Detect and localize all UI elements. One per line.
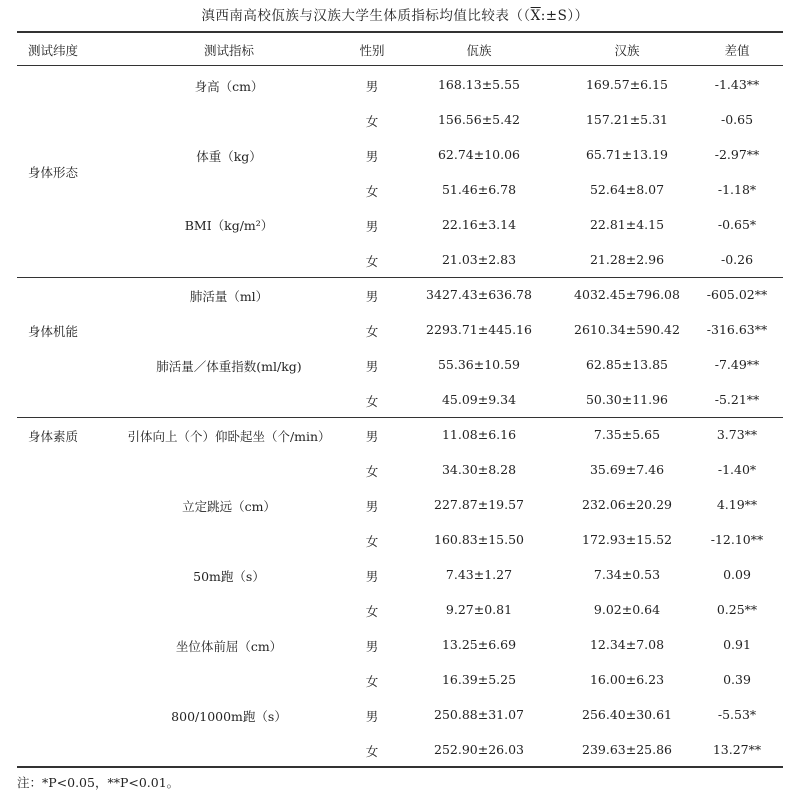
wa-value: 62.74±10.06 <box>437 147 521 162</box>
sex-cell: 女 <box>365 674 379 689</box>
diff-value: -2.97** <box>714 147 760 162</box>
diff-value: 0.09 <box>723 567 751 582</box>
dimension-label: 身体素质 <box>28 429 79 444</box>
han-value: 239.63±25.86 <box>582 742 672 757</box>
indicator-label: 体重（kg） <box>196 149 262 164</box>
header-sex: 性别 <box>359 43 385 58</box>
sex-cell: 男 <box>365 569 379 584</box>
han-value: 256.40±30.61 <box>582 707 672 722</box>
diff-value: 0.39 <box>723 672 751 687</box>
section-rule-2 <box>17 417 783 418</box>
title-suffix: :±S）） <box>540 8 589 24</box>
header-dimension: 测试纬度 <box>28 43 79 58</box>
diff-value: -1.43** <box>714 77 760 92</box>
sex-cell: 女 <box>365 254 379 269</box>
han-value: 172.93±15.52 <box>582 532 672 547</box>
diff-value: 0.25** <box>716 602 758 617</box>
han-value: 7.35±5.65 <box>593 427 661 442</box>
indicator-label: 身高（cm） <box>194 79 264 94</box>
sex-cell: 男 <box>365 709 379 724</box>
wa-value: 227.87±19.57 <box>434 497 524 512</box>
han-value: 9.02±0.64 <box>593 602 661 617</box>
indicator-label: 肺活量／体重指数(ml/kg) <box>156 359 302 374</box>
han-value: 65.71±13.19 <box>585 147 669 162</box>
han-value: 16.00±6.23 <box>589 672 665 687</box>
diff-value: -0.65 <box>720 112 754 127</box>
wa-value: 250.88±31.07 <box>434 707 524 722</box>
han-value: 12.34±7.08 <box>589 637 665 652</box>
indicator-label: 坐位体前屈（cm） <box>175 639 283 654</box>
dimension-label: 身体形态 <box>28 165 79 180</box>
wa-value: 51.46±6.78 <box>441 182 517 197</box>
sex-cell: 男 <box>365 639 379 654</box>
title-xbar: $\overline{X}$ <box>530 8 541 24</box>
diff-value: -1.40* <box>717 462 757 477</box>
indicator-label: 引体向上（个）仰卧起坐（个/min） <box>127 429 331 444</box>
sex-cell: 女 <box>365 604 379 619</box>
indicator-label: 肺活量（ml） <box>189 289 269 304</box>
han-value: 157.21±5.31 <box>585 112 669 127</box>
wa-value: 2293.71±445.16 <box>426 322 532 337</box>
wa-value: 13.25±6.69 <box>441 637 517 652</box>
diff-value: 4.19** <box>716 497 758 512</box>
header-rule <box>17 65 783 66</box>
bottom-rule <box>17 766 783 768</box>
diff-value: -12.10** <box>710 532 764 547</box>
sex-cell: 男 <box>365 219 379 234</box>
sex-cell: 女 <box>365 534 379 549</box>
wa-value: 160.83±15.50 <box>434 532 524 547</box>
sex-cell: 男 <box>365 289 379 304</box>
wa-value: 9.27±0.81 <box>445 602 513 617</box>
diff-value: 3.73** <box>716 427 758 442</box>
dimension-label: 身体机能 <box>28 324 79 339</box>
header-indicator: 测试指标 <box>203 43 254 58</box>
han-value: 22.81±4.15 <box>589 217 665 232</box>
wa-value: 22.16±3.14 <box>441 217 517 232</box>
wa-value: 11.08±6.16 <box>441 427 517 442</box>
sex-cell: 男 <box>365 359 379 374</box>
han-value: 50.30±11.96 <box>585 392 669 407</box>
wa-value: 21.03±2.83 <box>441 252 517 267</box>
sex-cell: 女 <box>365 324 379 339</box>
diff-value: 0.91 <box>723 637 751 652</box>
table-note: 注：*P<0.05，**P<0.01。 <box>17 775 180 790</box>
han-value: 169.57±6.15 <box>585 77 669 92</box>
diff-value: 13.27** <box>712 742 762 757</box>
header-diff: 差值 <box>724 43 750 58</box>
indicator-label: 800/1000m跑（s） <box>171 709 287 724</box>
title-prefix: 滇西南高校佤族与汉族大学生体质指标均值比较表（（ <box>201 8 531 24</box>
han-value: 2610.34±590.42 <box>574 322 680 337</box>
diff-value: -316.63** <box>706 322 768 337</box>
han-value: 21.28±2.96 <box>589 252 665 267</box>
sex-cell: 男 <box>365 79 379 94</box>
han-value: 232.06±20.29 <box>582 497 672 512</box>
han-value: 4032.45±796.08 <box>574 287 680 302</box>
section-rule-1 <box>17 277 783 278</box>
indicator-label: 立定跳远（cm） <box>182 499 276 514</box>
han-value: 62.85±13.85 <box>585 357 669 372</box>
sex-cell: 男 <box>365 149 379 164</box>
wa-value: 7.43±1.27 <box>445 567 513 582</box>
table-title <box>0 4 790 24</box>
indicator-label: BMI（kg/m²） <box>184 218 274 233</box>
diff-value: -1.18* <box>717 182 757 197</box>
han-value: 7.34±0.53 <box>593 567 661 582</box>
diff-value: -0.26 <box>720 252 754 267</box>
diff-value: -5.53* <box>717 707 757 722</box>
wa-value: 34.30±8.28 <box>441 462 517 477</box>
wa-value: 252.90±26.03 <box>434 742 524 757</box>
han-value: 35.69±7.46 <box>589 462 665 477</box>
diff-value: -605.02** <box>706 287 768 302</box>
sex-cell: 男 <box>365 499 379 514</box>
han-value: 52.64±8.07 <box>589 182 665 197</box>
header-wa: 佤族 <box>466 43 492 58</box>
indicator-label: 50m跑（s） <box>193 569 265 584</box>
sex-cell: 女 <box>365 394 379 409</box>
wa-value: 168.13±5.55 <box>437 77 521 92</box>
wa-value: 16.39±5.25 <box>441 672 517 687</box>
sex-cell: 女 <box>365 114 379 129</box>
sex-cell: 男 <box>365 429 379 444</box>
sex-cell: 女 <box>365 184 379 199</box>
wa-value: 55.36±10.59 <box>437 357 521 372</box>
diff-value: -0.65* <box>717 217 757 232</box>
sex-cell: 女 <box>365 744 379 759</box>
sex-cell: 女 <box>365 464 379 479</box>
diff-value: -5.21** <box>714 392 760 407</box>
wa-value: 3427.43±636.78 <box>426 287 532 302</box>
header-han: 汉族 <box>614 43 640 58</box>
top-rule <box>17 31 783 33</box>
wa-value: 45.09±9.34 <box>441 392 517 407</box>
diff-value: -7.49** <box>714 357 760 372</box>
wa-value: 156.56±5.42 <box>437 112 521 127</box>
